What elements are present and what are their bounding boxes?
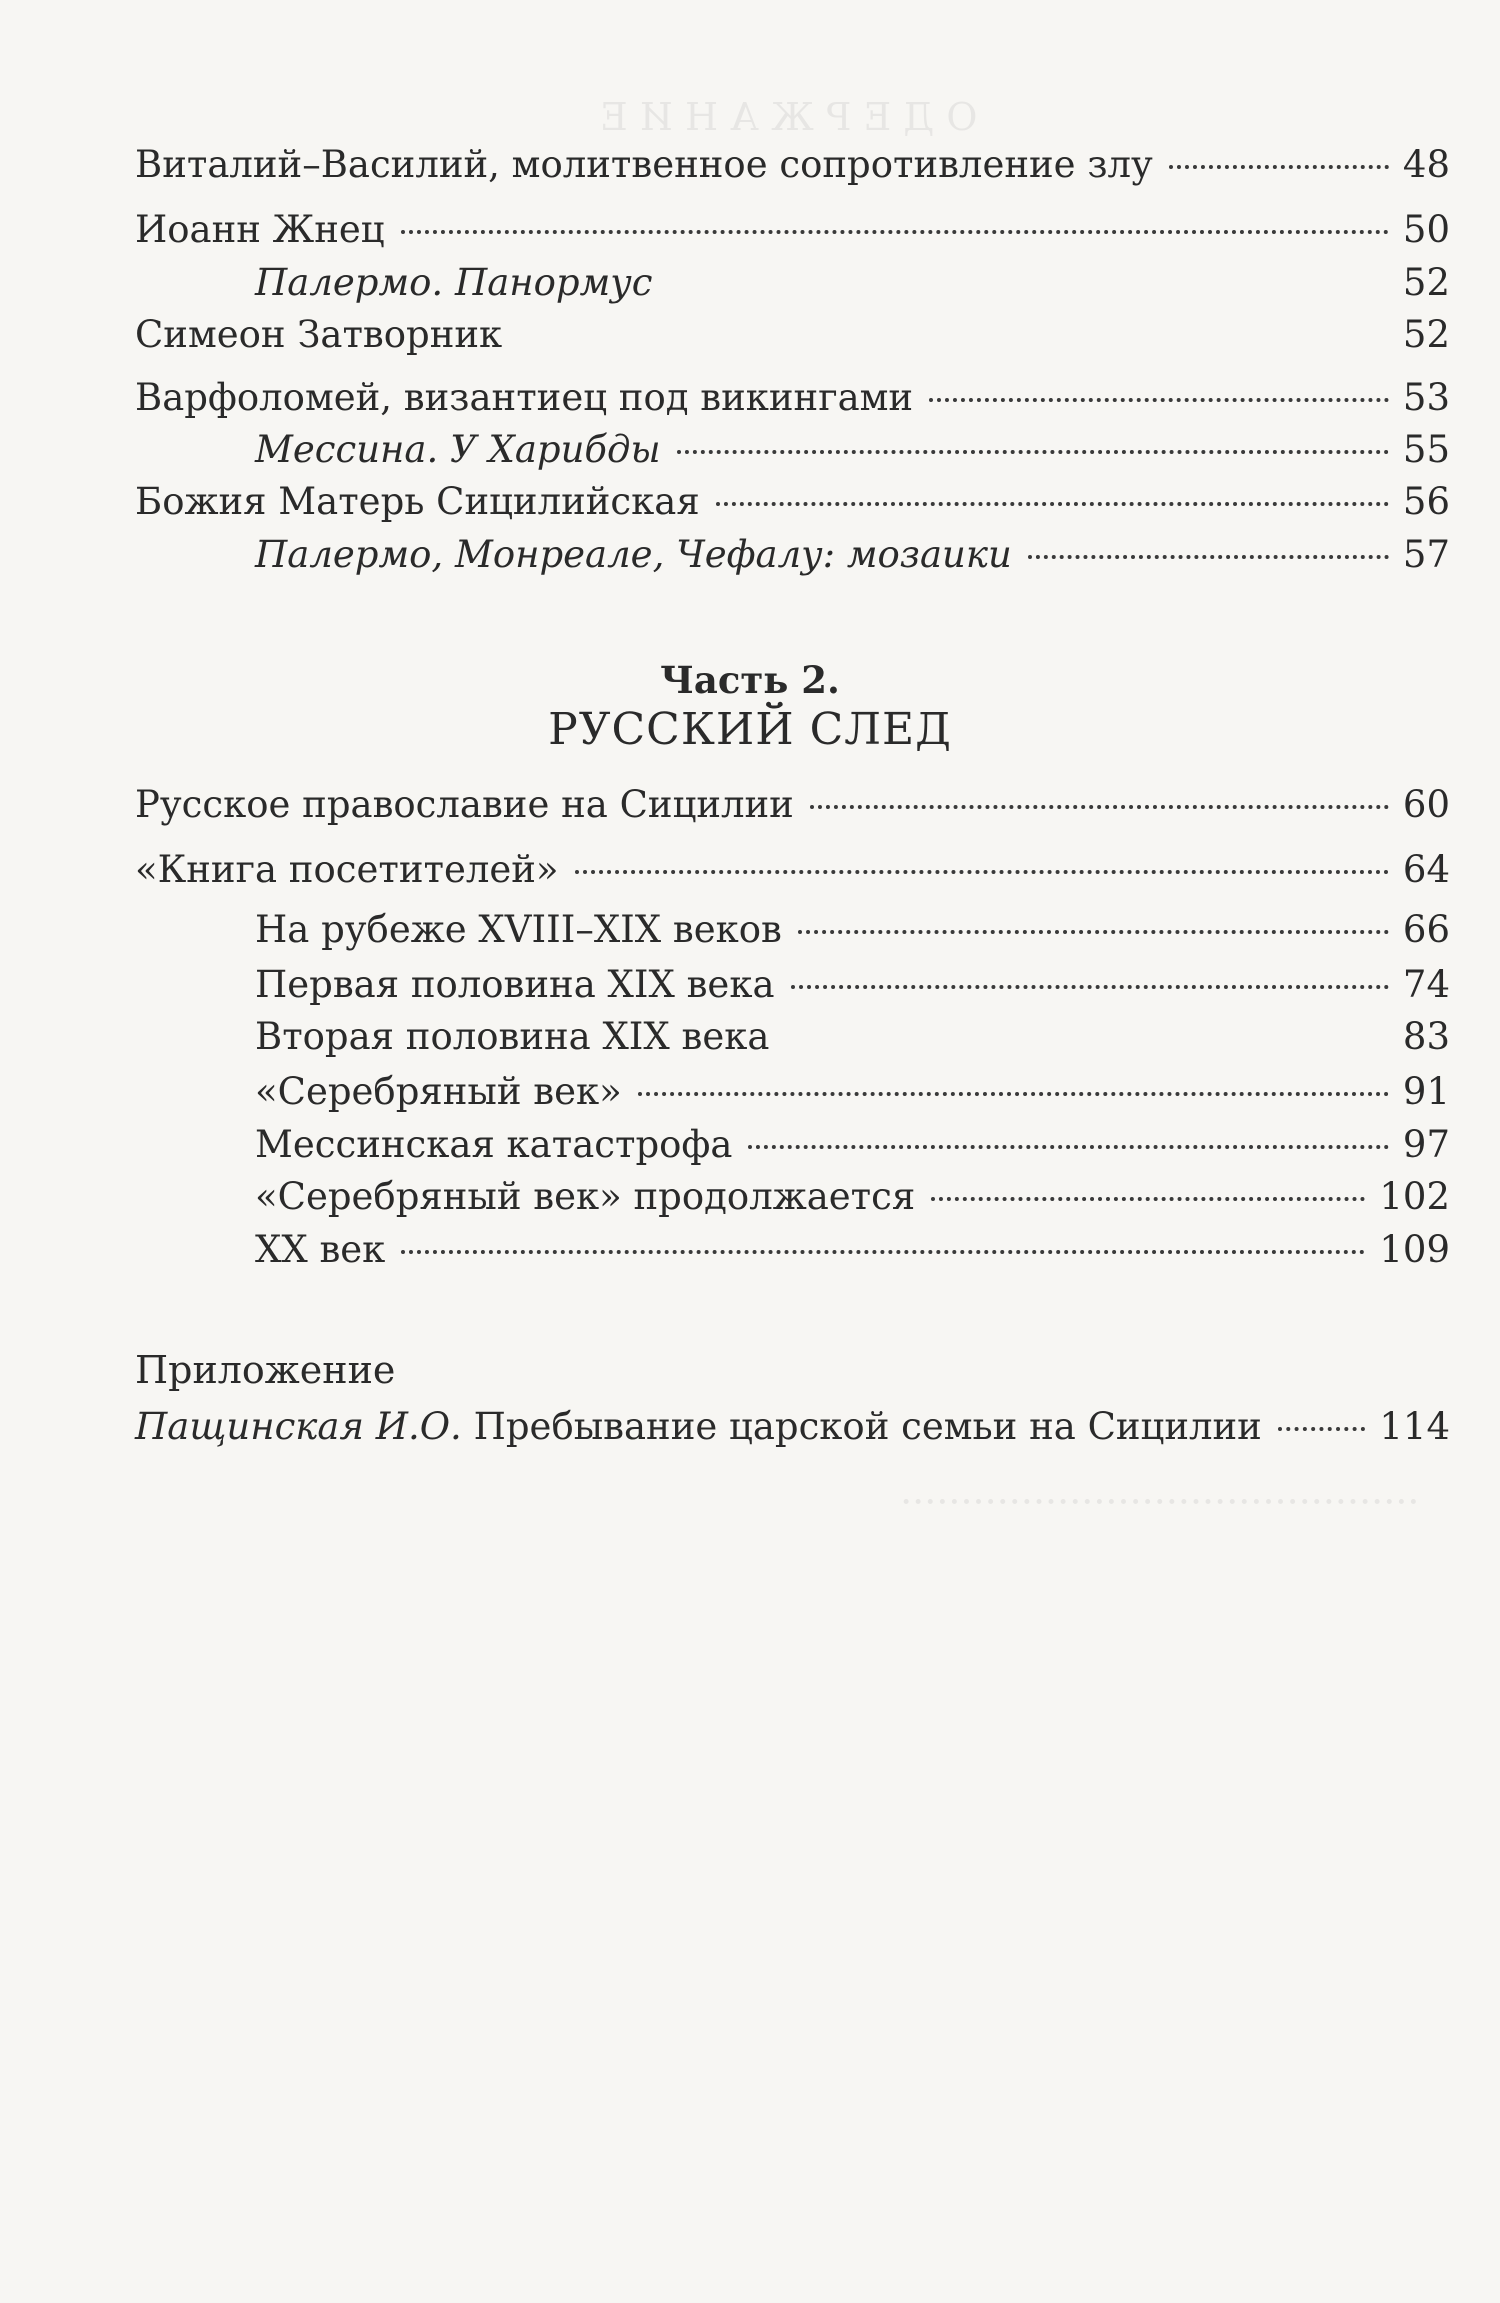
dot-leader bbox=[1278, 1427, 1366, 1431]
dot-leader bbox=[518, 335, 1389, 339]
dot-leader bbox=[716, 502, 1389, 506]
toc-entry-title: Божия Матерь Сицилийская bbox=[135, 480, 700, 523]
toc-entry-page: 60 bbox=[1402, 783, 1450, 826]
toc-entry-page: 53 bbox=[1402, 376, 1450, 419]
dot-leader bbox=[401, 230, 1389, 234]
toc-entry-page: 109 bbox=[1379, 1228, 1450, 1271]
toc-entry-page: 83 bbox=[1402, 1015, 1450, 1058]
toc-entry-title: Виталий–Василий, молитвенное сопротивление злу bbox=[135, 143, 1153, 186]
toc-entry[interactable] bbox=[135, 205, 1450, 255]
toc-entry-title: Палермо, Монреале, Чефалу: мозаики bbox=[255, 533, 1012, 576]
toc-entry-page: 55 bbox=[1402, 428, 1450, 471]
toc-entry[interactable] bbox=[255, 1067, 1450, 1117]
dot-leader bbox=[791, 985, 1389, 989]
toc-entry-page: 74 bbox=[1402, 963, 1450, 1006]
dot-leader bbox=[785, 1037, 1388, 1041]
toc-entry-title: На рубеже XVIII–XIX веков bbox=[255, 908, 782, 951]
dot-leader bbox=[575, 870, 1389, 874]
toc-entry-title: Иоанн Жнец bbox=[135, 208, 385, 251]
toc-entry[interactable] bbox=[135, 477, 1450, 527]
appendix-title: Пребывание царской семьи на Сицилии bbox=[473, 1405, 1262, 1448]
toc-entry-page: 114 bbox=[1379, 1405, 1450, 1448]
toc-entry[interactable] bbox=[135, 845, 1450, 895]
bleed-through-text: О Д Е Р Ж А Н И Е bbox=[600, 95, 978, 139]
toc-entry[interactable] bbox=[135, 373, 1450, 423]
toc-entry[interactable] bbox=[255, 258, 1450, 308]
toc-entry-page: 50 bbox=[1402, 208, 1450, 251]
toc-entry[interactable] bbox=[255, 1012, 1450, 1062]
toc-entry[interactable] bbox=[135, 780, 1450, 830]
toc-entry[interactable] bbox=[255, 1225, 1450, 1275]
toc-entry[interactable] bbox=[135, 310, 1450, 360]
toc-entry-title: «Серебряный век» продолжается bbox=[255, 1175, 916, 1218]
dot-leader bbox=[677, 450, 1389, 454]
dot-leader bbox=[1169, 165, 1389, 169]
toc-entry-title: «Книга посетителей» bbox=[135, 848, 559, 891]
dot-leader bbox=[638, 1092, 1389, 1096]
toc-entry[interactable] bbox=[135, 140, 1450, 190]
toc-entry[interactable] bbox=[255, 960, 1450, 1010]
toc-entry-page: 97 bbox=[1402, 1123, 1450, 1166]
toc-entry-title: Мессина. У Харибды bbox=[255, 428, 661, 471]
dot-leader bbox=[1028, 555, 1389, 559]
toc-entry-page: 52 bbox=[1402, 261, 1450, 304]
dot-leader bbox=[810, 805, 1389, 809]
toc-entry-page: 66 bbox=[1402, 908, 1450, 951]
part-label: Часть 2. bbox=[660, 658, 840, 702]
appendix-heading: Приложение bbox=[135, 1348, 396, 1392]
toc-entry[interactable] bbox=[255, 1172, 1450, 1222]
toc-entry-page: 91 bbox=[1402, 1070, 1450, 1113]
toc-entry-page: 48 bbox=[1402, 143, 1450, 186]
toc-entry-title: XX век bbox=[255, 1228, 386, 1271]
toc-entry-title: Вторая половина XIX века bbox=[255, 1015, 770, 1058]
toc-entry[interactable] bbox=[135, 1402, 1450, 1452]
toc-entry[interactable] bbox=[255, 1120, 1450, 1170]
toc-entry-page: 57 bbox=[1402, 533, 1450, 576]
toc-entry-page: 64 bbox=[1402, 848, 1450, 891]
toc-entry-title: Симеон Затворник bbox=[135, 313, 503, 356]
bleed-through-text: ··········································· bbox=[900, 1480, 1420, 1524]
toc-entry-page: 102 bbox=[1379, 1175, 1450, 1218]
dot-leader bbox=[931, 1197, 1365, 1201]
toc-entry-title bbox=[135, 1402, 1262, 1452]
toc-entry-title: Варфоломей, византиец под викингами bbox=[135, 376, 914, 419]
appendix-author: Пащинская И.О. bbox=[135, 1405, 462, 1448]
toc-entry-title: Мессинская катастрофа bbox=[255, 1123, 733, 1166]
dot-leader bbox=[929, 398, 1389, 402]
toc-entry[interactable] bbox=[255, 530, 1450, 580]
toc-entry-page: 52 bbox=[1402, 313, 1450, 356]
dot-leader bbox=[748, 1145, 1388, 1149]
dot-leader bbox=[668, 283, 1388, 287]
toc-entry-title: «Серебряный век» bbox=[255, 1070, 622, 1113]
dot-leader bbox=[401, 1250, 1365, 1254]
toc-entry-title: Первая половина XIX века bbox=[255, 963, 775, 1006]
toc-entry-title: Русское православие на Сицилии bbox=[135, 783, 794, 826]
part-title: РУССКИЙ СЛЕД bbox=[548, 704, 952, 755]
toc-entry[interactable] bbox=[255, 905, 1450, 955]
dot-leader bbox=[798, 930, 1389, 934]
toc-entry-page: 56 bbox=[1402, 480, 1450, 523]
toc-entry[interactable] bbox=[255, 425, 1450, 475]
toc-entry-title: Палермо. Панормус bbox=[255, 261, 653, 304]
